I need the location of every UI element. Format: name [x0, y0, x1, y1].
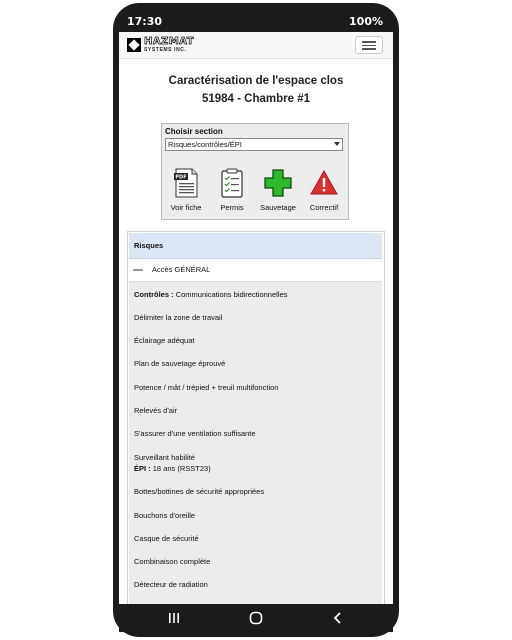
section-chooser — [161, 123, 349, 220]
controls-label: Contrôles : — [134, 290, 174, 299]
status-battery: 100% — [349, 15, 383, 28]
view-sheet-button[interactable] — [164, 168, 208, 216]
list-item — [134, 463, 211, 474]
list-item: Casque de sécurité — [134, 534, 199, 543]
green-cross-icon — [263, 168, 293, 198]
permit-label: Permis — [220, 203, 244, 212]
menu-toggle-button[interactable] — [355, 36, 383, 54]
chevron-down-icon — [334, 142, 340, 146]
section-selected-value: Risques/contrôles/ÉPI — [168, 140, 242, 149]
list-item: Combinaison complète — [134, 557, 211, 566]
svg-text:PDF: PDF — [175, 174, 187, 181]
corrective-button[interactable] — [302, 168, 346, 216]
list-item: Plan de sauvetage éprouvé — [134, 359, 226, 368]
general-access-row[interactable] — [129, 259, 382, 282]
risks-panel — [127, 231, 385, 604]
epi-label: ÉPI : — [134, 464, 151, 473]
permit-button[interactable] — [210, 168, 254, 216]
controls-first-item: Communications bidirectionnelles — [175, 290, 288, 299]
logo-diamond-icon — [127, 38, 141, 52]
list-item: Potence / mât / trépied + treuil multifonction — [134, 383, 279, 392]
view-sheet-label: Voir fiche — [170, 203, 202, 212]
collapse-dash-icon — [133, 269, 143, 271]
list-item: Détecteur de radiation — [134, 580, 208, 589]
list-item: Délimiter la zone de travail — [134, 313, 223, 322]
page-title: Caractérisation de l'espace clos — [168, 75, 344, 87]
top-navbar — [119, 32, 393, 59]
hamburger-icon — [362, 41, 376, 43]
controls-list — [129, 282, 382, 604]
recent-apps-icon[interactable] — [167, 611, 181, 625]
warning-triangle-icon — [309, 168, 339, 198]
list-item: Surveillant habilité — [134, 453, 195, 462]
clipboard-checklist-icon — [217, 168, 247, 198]
list-item: S'assurer d'une ventilation suffisante — [134, 429, 256, 438]
logo-subtext: SYSTEMS INC. — [144, 47, 187, 53]
hazmat-logo[interactable] — [127, 37, 211, 54]
logo-text: HAZMAT — [144, 36, 195, 47]
status-bar — [119, 12, 393, 32]
list-item: Bottes/bottines de sécurité appropriées — [134, 487, 265, 496]
list-item: Bouchons d'oreille — [134, 511, 196, 520]
section-label: Choisir section — [165, 127, 223, 136]
epi-first-item: 18 ans (RSST23) — [152, 464, 211, 473]
status-time: 17:30 — [127, 15, 163, 28]
back-icon[interactable] — [331, 611, 345, 625]
list-item: Éclairage adéquat — [134, 336, 195, 345]
section-select[interactable] — [165, 138, 343, 151]
risks-header-label: Risques — [134, 241, 164, 250]
android-nav-bar — [119, 604, 393, 632]
home-icon[interactable] — [249, 611, 263, 625]
rescue-label: Sauvetage — [260, 203, 296, 212]
risks-panel-header — [129, 233, 382, 259]
pdf-icon — [171, 168, 201, 198]
general-access-label: Accès GÉNÉRAL — [152, 265, 211, 274]
corrective-label: Correctif — [309, 203, 339, 212]
app-screen — [119, 32, 393, 604]
list-item — [134, 289, 287, 300]
rescue-button[interactable] — [256, 168, 300, 216]
page-subtitle: 51984 - Chambre #1 — [201, 93, 311, 105]
list-item: Relevés d'air — [134, 406, 178, 415]
